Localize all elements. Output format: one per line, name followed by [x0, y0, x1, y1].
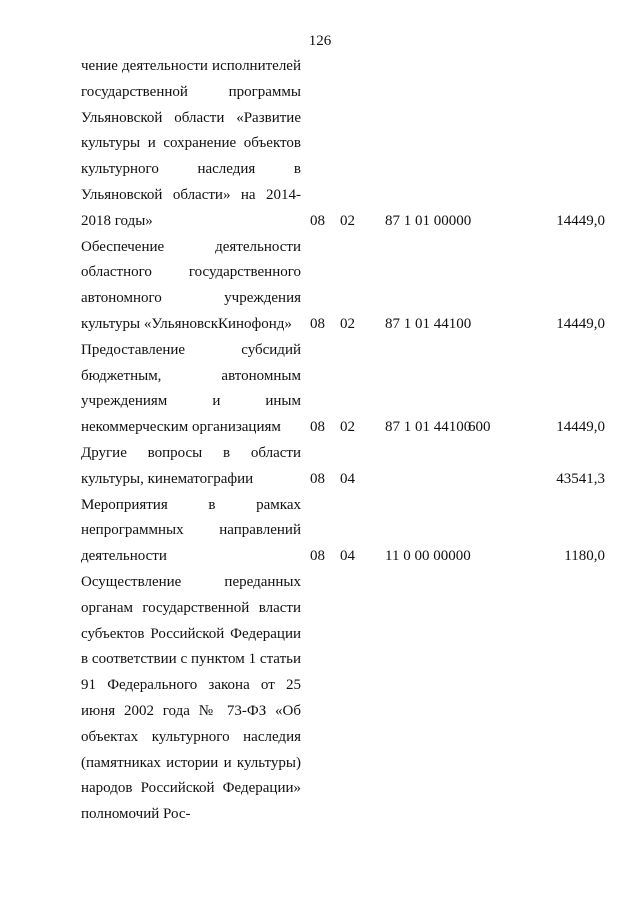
row-description: Осуществление переданных органам государственной власти субъектов Российской Федерации в соответствии с пунктом 1 статьи 91 Федерального закона от 25 июня 2002 года № 73-ФЗ «Об объектах культурного наследия (памятниках истории и культуры) народов Российской Федерации» полномочий Рос-	[81, 573, 301, 823]
target-article-code: 87 1 01 00000	[385, 212, 472, 229]
expense-type-code: 600	[468, 418, 491, 435]
page-number: 126	[308, 33, 332, 49]
subsection-code: 02	[340, 212, 355, 229]
amount: 1180,0	[564, 547, 605, 564]
row-description: Другие вопросы в области культуры, кинематографии	[81, 444, 301, 487]
section-code: 08	[310, 315, 325, 332]
row-description: чение деятельности исполнителей государственной программы Ульяновской области «Развитие культуры и сохранение объектов культурного наследия в Ульяновской области» на 2014-2018 годы»	[81, 58, 301, 229]
section-code: 08	[310, 470, 325, 487]
subsection-code: 02	[340, 315, 355, 332]
amount: 14449,0	[556, 418, 605, 435]
table-row	[81, 570, 611, 828]
amount: 14449,0	[556, 212, 605, 229]
row-description: Мероприятия в рамках непрограммных направлений деятельности	[81, 496, 301, 565]
subsection-code: 02	[340, 418, 355, 435]
target-article-code: 87 1 01 44100	[385, 315, 472, 332]
target-article-code: 11 0 00 00000	[385, 547, 471, 564]
table-row	[81, 441, 611, 493]
section-code: 08	[310, 547, 325, 564]
section-code: 08	[310, 212, 325, 229]
row-description: Предоставление субсидий бюджетным, автономным учреждениям и иным некоммерческим организациям	[81, 341, 301, 436]
section-code: 08	[310, 418, 325, 435]
table-row	[81, 338, 611, 441]
target-article-code: 87 1 01 44100	[385, 418, 472, 435]
row-description: Обеспечение деятельности областного государственного автономного учреждения культуры «УльяновскКинофонд»	[81, 238, 301, 332]
budget-table	[81, 54, 611, 828]
amount: 14449,0	[556, 315, 605, 332]
amount: 43541,3	[556, 470, 605, 487]
subsection-code: 04	[340, 470, 355, 487]
table-row	[81, 235, 611, 338]
table-row	[81, 54, 611, 235]
subsection-code: 04	[340, 547, 355, 564]
table-row	[81, 493, 611, 570]
